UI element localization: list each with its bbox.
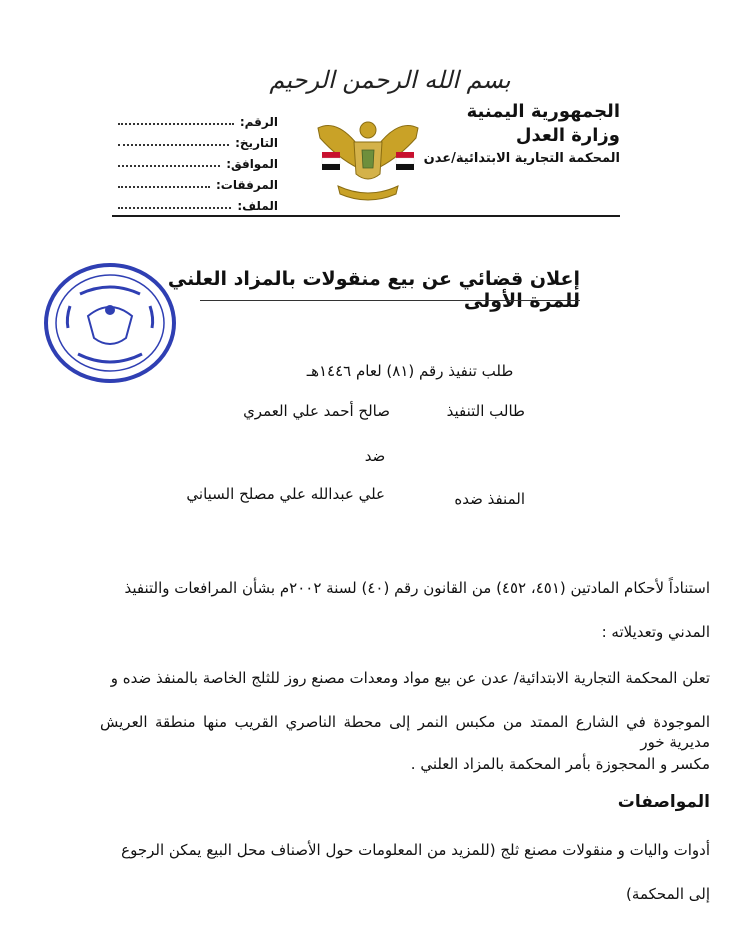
paragraph-announcement-line: الموجودة في الشارع الممتد من مكبس النمر إلى محطة الناصري القريب منها منطقة العريش مديرية خور	[100, 713, 710, 751]
versus-label: ضد	[364, 447, 386, 465]
title-underline	[200, 300, 580, 301]
field-attachments	[118, 171, 278, 192]
applicant-label: طالب التنفيذ	[446, 402, 525, 420]
paragraph-legal-basis-line: استناداً لأحكام المادتين (٤٥١، ٤٥٢) من القانون رقم (٤٠) لسنة ٢٠٠٢م بشأن المرافعات والتنفيذ	[124, 579, 710, 597]
execution-request-number: طلب تنفيذ رقم (٨١) لعام ١٤٤٦هـ	[306, 362, 514, 380]
field-dots	[118, 165, 220, 167]
header-divider	[112, 215, 620, 217]
field-dots	[118, 186, 210, 188]
country-name: الجمهورية اليمنية	[466, 101, 620, 122]
ministry-name: وزارة العدل	[515, 125, 620, 146]
field-label: المرفقات:	[216, 178, 278, 192]
applicant-name: صالح أحمد علي العمري	[243, 402, 390, 420]
field-number	[118, 108, 278, 129]
yemen-emblem-icon	[308, 108, 428, 204]
specifications-heading: المواصفات	[617, 792, 710, 812]
field-dots	[118, 144, 229, 146]
specifications-line: إلى المحكمة)	[626, 885, 710, 903]
basmala: بسم الله الرحمن الرحيم	[269, 66, 511, 94]
paragraph-announcement-line: تعلن المحكمة التجارية الابتدائية/ عدن عن بيع مواد ومعدات مصنع روز للثلج الخاصة بالمنفذ ضده و	[110, 669, 710, 687]
reference-fields	[118, 108, 278, 213]
respondent-label: المنفذ ضده	[454, 490, 525, 508]
specifications-line: أدوات واليات و منقولات مصنع ثلج (للمزيد من المعلومات حول الأصناف محل البيع يمكن الرجوع	[121, 841, 710, 859]
field-date	[118, 129, 278, 150]
court-stamp-icon	[40, 258, 180, 388]
paragraph-announcement-line: مكسر و المحجوزة بأمر المحكمة بالمزاد العلني .	[410, 755, 710, 773]
field-dots	[118, 207, 231, 209]
field-label: الموافق:	[226, 157, 278, 171]
paragraph-legal-basis-line: المدني وتعديلاته :	[601, 623, 710, 641]
field-corresponding	[118, 150, 278, 171]
field-label: التاريخ:	[235, 136, 278, 150]
field-label: الرقم:	[239, 115, 278, 129]
field-file	[118, 192, 278, 213]
respondent-name: علي عبدالله علي مصلح السياني	[186, 485, 385, 503]
page-title: إعلان قضائي عن بيع منقولات بالمزاد العلني للمرة الأولى	[167, 268, 580, 312]
field-label: الملف:	[237, 199, 278, 213]
field-dots	[118, 123, 234, 125]
court-name: المحكمة التجارية الابتدائية/عدن	[423, 151, 620, 166]
